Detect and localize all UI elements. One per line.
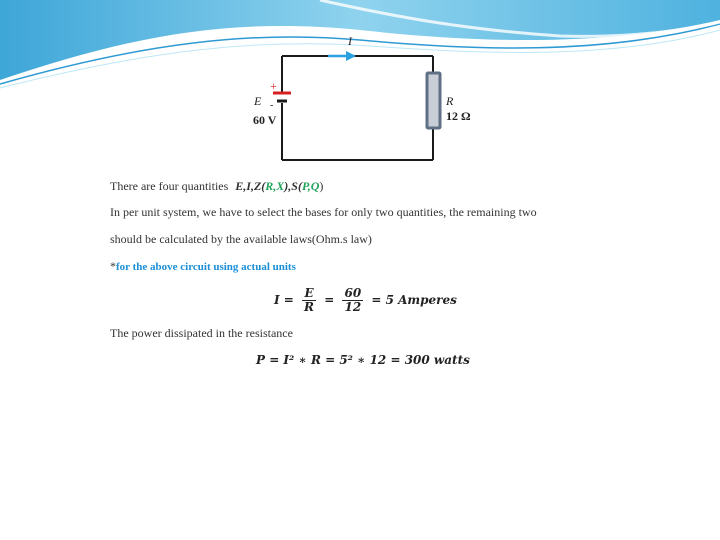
source-minus-label: - [270, 100, 274, 111]
source-plus-label: + [270, 79, 277, 93]
quantities-prefix: There are four quantities [110, 179, 229, 193]
current-arrow-icon [328, 51, 356, 61]
source-label: E [254, 94, 262, 108]
resistor-symbol [427, 73, 440, 128]
laws-line: should be calculated by the available laws(Ohm.s law) [110, 232, 372, 246]
quantities-line [110, 179, 323, 194]
quantities-symbols: E,I,Z(R,X),S(P,Q) [235, 179, 324, 193]
resistor-label: R [446, 94, 454, 108]
power-equation: P = I² ∗ R = 5² ∗ 12 = 300 watts [256, 353, 470, 367]
power-line: The power dissipated in the resistance [110, 326, 293, 340]
source-value: 60 V [253, 113, 277, 127]
per-unit-line: In per unit system, we have to select the bases for only two quantities, the remaining two [110, 205, 537, 219]
current-equation: I = $\frac{E}{R}$ = $\frac{60}{12}$ = 5 Amperes [274, 286, 457, 314]
resistor-value: 12 Ω [446, 109, 471, 123]
battery-symbol [273, 93, 291, 101]
current-label: I [348, 34, 352, 48]
actual-units-note: *for the above circuit using actual units [110, 259, 296, 273]
